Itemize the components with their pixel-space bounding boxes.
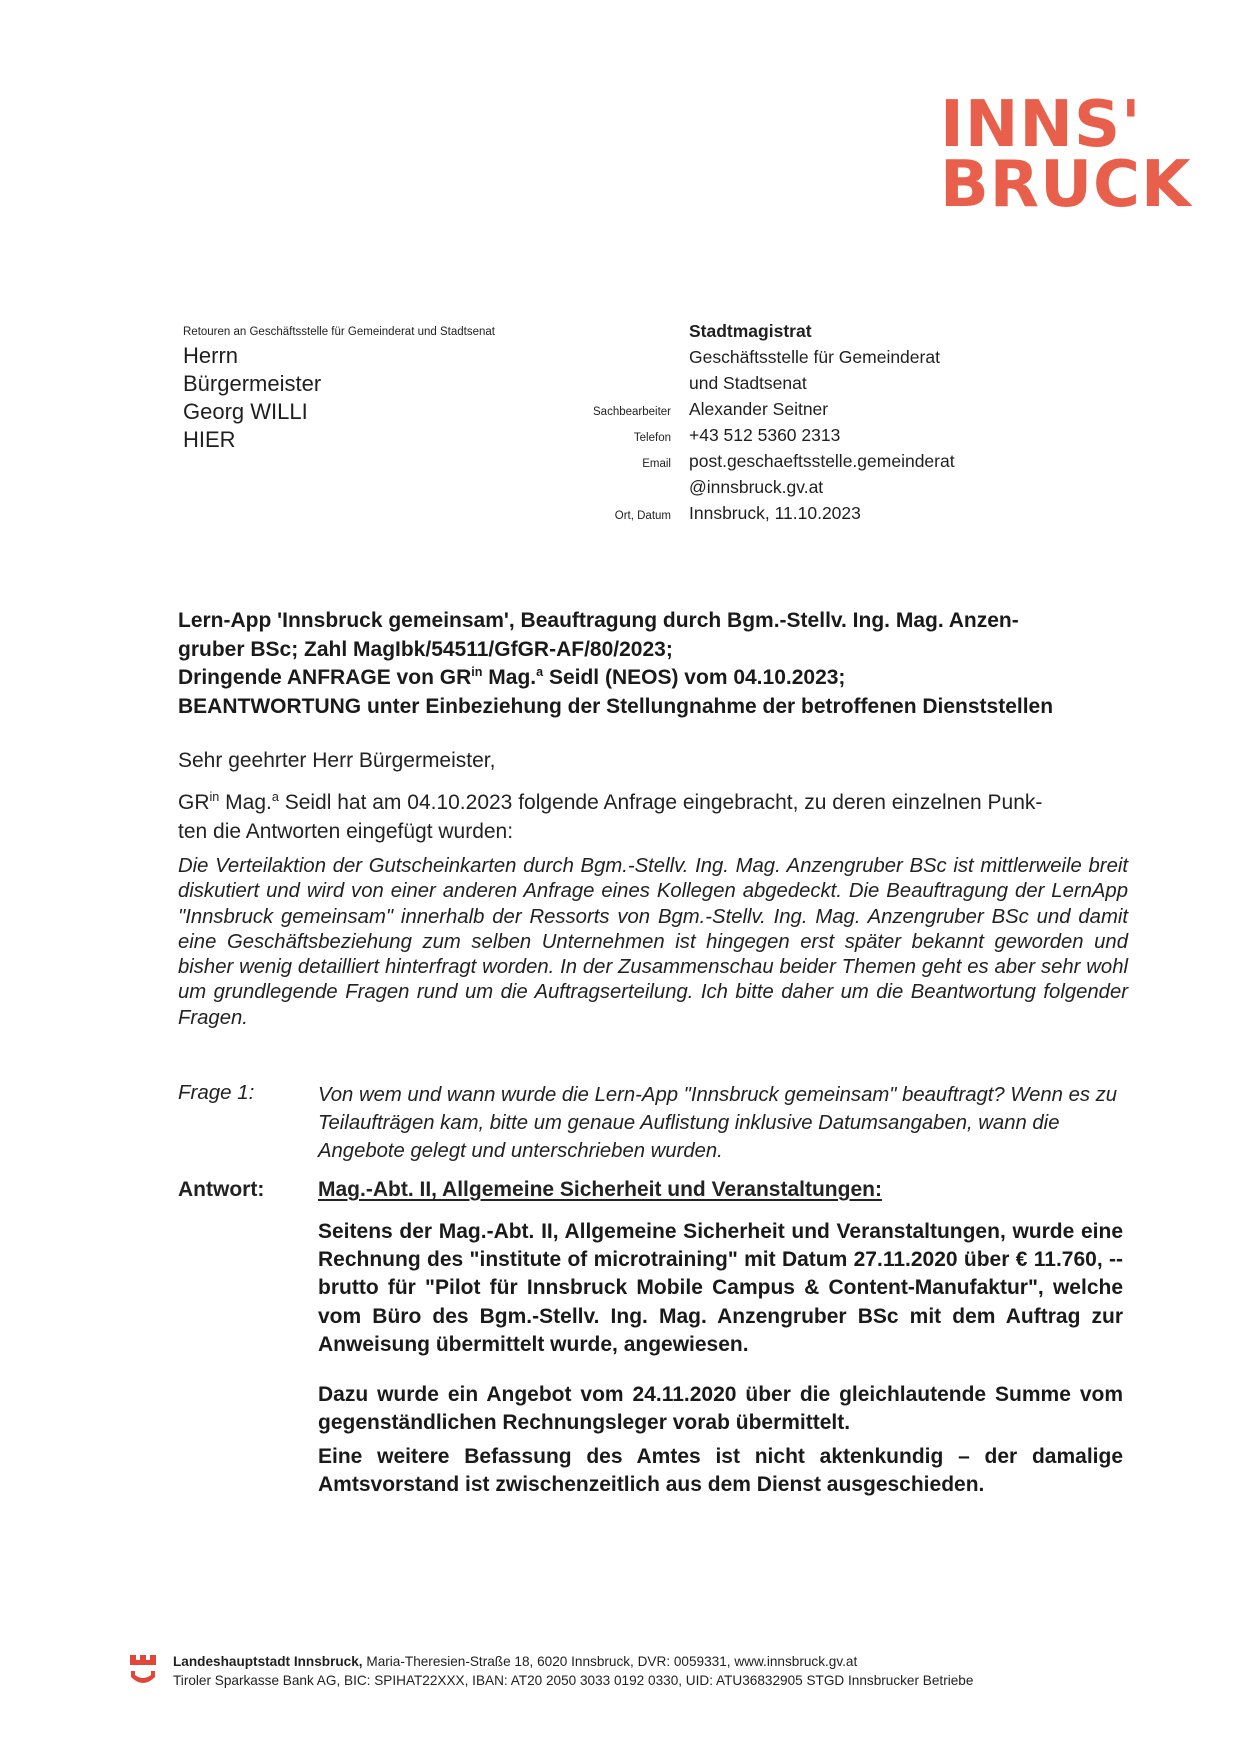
answer-paragraph: Seitens der Mag.-Abt. II, Allgemeine Sicherheit und Veranstaltungen, wurde eine Rechnung des "institute of microtraining" mit Datum 27.11.2020 über € 11.760, -- brutto für "Pilot für Innsbruck Mobile Campus & Content-Manufaktur", welche vom Büro des Bgm.-Stellv. Ing. Mag. Anzengruber BSc mit dem Auftrag zur Anweisung übermittelt wurde, angewiesen. — [318, 1220, 1123, 1356]
intro-text: GR — [178, 791, 210, 814]
subject-text: Mag. — [482, 666, 537, 689]
question-text: Von wem und wann wurde die Lern-App "Innsbruck gemeinsam" beauftragt? Wenn es zu Teilaufträgen kam, bitte um genaue Auflistung inklusive Datumsangaben, wann die Angebote gelegt und unterschrieben wurden. — [318, 1084, 1118, 1162]
superscript: in — [471, 665, 483, 679]
sender-dept: Geschäftsstelle für Gemeinderat — [689, 347, 940, 367]
answer-paragraph: Eine weitere Befassung des Amtes ist nicht aktenkundig – der damalige Amtsvorstand ist zwischenzeitlich aus dem Dienst ausgeschieden. — [318, 1445, 1123, 1497]
subject-line: gruber BSc; Zahl MagIbk/54511/GfGR-AF/80/2023; — [178, 637, 673, 661]
intro-text: Mag. — [219, 791, 272, 814]
subject-text: Dringende ANFRAGE von GR — [178, 666, 472, 689]
clerk-name: Alexander Seitner — [689, 399, 829, 419]
city-coat-of-arms-icon — [129, 1653, 157, 1689]
subject-line: Lern-App 'Innsbruck gemeinsam', Beauftragung durch Bgm.-Stellv. Ing. Mag. Anzen- — [178, 609, 1019, 632]
email-address: post.geschaeftsstelle.gemeinderat — [689, 451, 955, 471]
innsbruck-logo — [940, 88, 1192, 222]
footer-org: Landeshauptstadt Innsbruck, — [173, 1654, 363, 1669]
answer-paragraph: Dazu wurde ein Angebot vom 24.11.2020 über die gleichlautende Summe vom gegenständlichen Rechnungsleger vorab übermittelt. — [318, 1383, 1123, 1435]
subject-line: BEANTWORTUNG unter Einbeziehung der Stellungnahme der betroffenen Dienststellen — [178, 694, 1054, 718]
logo-line-1: INNS' — [940, 88, 1142, 162]
superscript: in — [209, 790, 220, 804]
footer-address: Maria-Theresien-Straße 18, 6020 Innsbruck, DVR: 0059331, www.innsbruck.gv.at — [362, 1654, 858, 1669]
superscript: a — [271, 790, 279, 804]
sender-info — [560, 318, 1100, 526]
intro-paragraph — [178, 789, 1098, 846]
answer-heading: Mag.-Abt. II, Allgemeine Sicherheit und Veranstaltungen: — [318, 1178, 882, 1201]
subject-text: Seidl (NEOS) vom 04.10.2023; — [543, 666, 846, 689]
answer-label: Antwort: — [178, 1178, 265, 1201]
sender-org: Stadtmagistrat — [689, 321, 812, 341]
recipient-line: HIER — [183, 427, 236, 452]
superscript: a — [536, 665, 544, 679]
footer-line — [173, 1653, 973, 1672]
recipient-line: Georg WILLI — [183, 399, 308, 424]
recipient-line: Bürgermeister — [183, 371, 322, 396]
recipient-line: Herrn — [183, 343, 239, 368]
date-label: Ort, Datum — [614, 510, 671, 522]
letter-subject — [178, 607, 1098, 721]
intro-line — [178, 789, 1098, 818]
subject-line — [178, 664, 1098, 693]
return-address: Retouren an Geschäftsstelle für Gemeinderat und Stadtsenat — [183, 326, 495, 338]
email-address-cont: @innsbruck.gv.at — [689, 477, 824, 497]
sender-dept: und Stadtsenat — [689, 373, 807, 393]
letter-footer — [173, 1653, 973, 1690]
phone-label: Telefon — [633, 432, 671, 444]
clerk-label: Sachbearbeiter — [593, 406, 671, 418]
inquiry-quote: Die Verteilaktion der Gutscheinkarten durch Bgm.-Stellv. Ing. Mag. Anzengruber BSc ist mittlerweile breit diskutiert und wird von einer anderen Anfrage eines Kollegen abgedeckt. Die Beauftragung der LernApp "Innsbruck gemeinsam" innerhalb der Ressorts von Bgm.-Stellv. Ing. Mag. Anzengruber BSc und damit eine Geschäftsbeziehung zum selben Unternehmen ist hingegen erst später bekannt geworden und bisher wenig detailliert hinterfragt worden. In der Zusammenschau beider Themen geht es aber sehr wohl um grundlegende Fragen rund um die Auftragserteilung. Ich bitte daher um die Beantwortung folgender Fragen. — [178, 855, 1128, 1029]
footer-bank: Tiroler Sparkasse Bank AG, BIC: SPIHAT22XXX, IBAN: AT20 2050 3033 0192 0330, UID: ATU36832905 STGD Innsbrucker Betriebe — [173, 1672, 974, 1688]
phone-number: +43 512 5360 2313 — [689, 425, 841, 445]
logo-line-2: BRUCK — [940, 148, 1192, 222]
letter-date: Innsbruck, 11.10.2023 — [689, 503, 861, 523]
intro-text: Seidl hat am 04.10.2023 folgende Anfrage eingebracht, zu deren einzelnen Punk- — [278, 791, 1043, 814]
question-label: Frage 1: — [178, 1081, 255, 1104]
recipient-address — [183, 342, 321, 454]
intro-line: ten die Antworten eingefügt wurden: — [178, 819, 514, 843]
email-label: Email — [642, 458, 671, 470]
salutation: Sehr geehrter Herr Bürgermeister, — [178, 749, 496, 772]
